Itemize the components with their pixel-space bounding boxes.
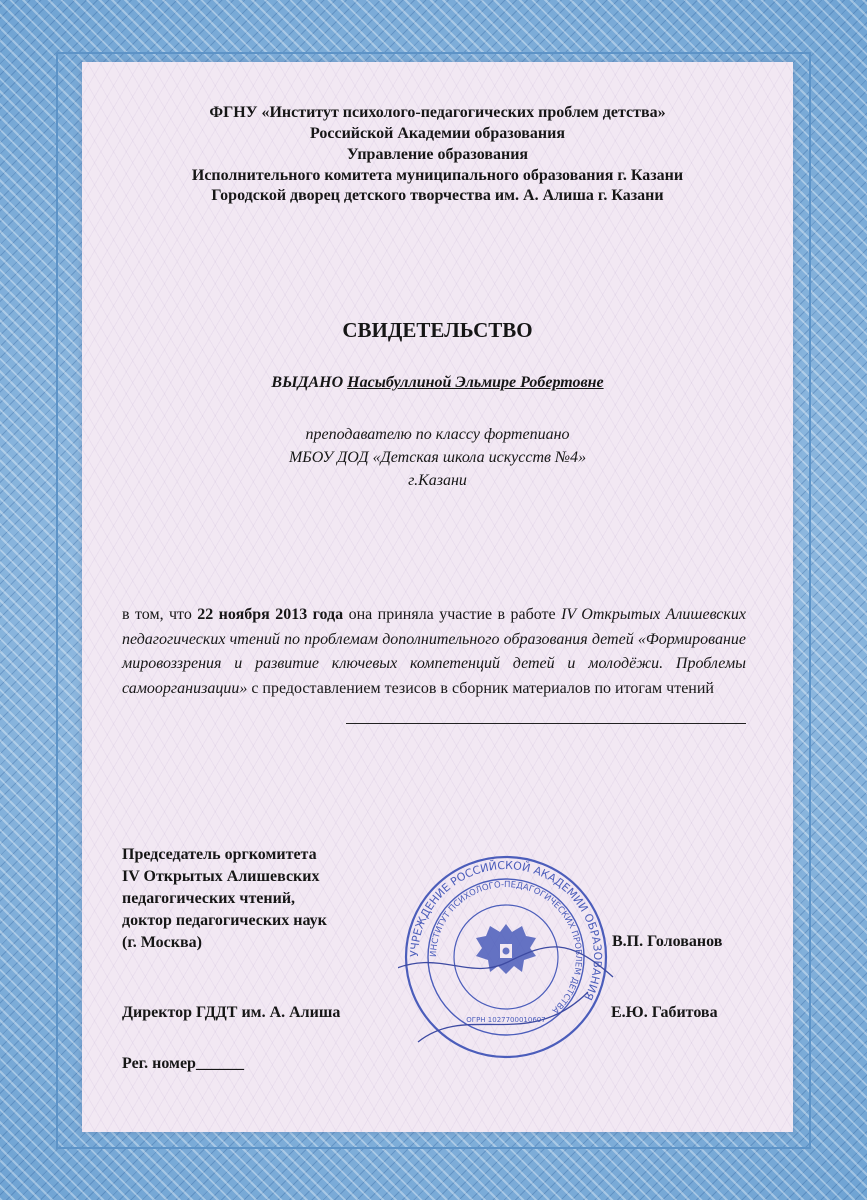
header-line-4: Исполнительного комитета муниципального образования г. Казани <box>191 167 684 184</box>
header-line-2: Российской Академии образования <box>310 125 565 142</box>
certificate-title: СВИДЕТЕЛЬСТВО <box>342 318 533 342</box>
recipient-name: Насыбуллиной Эльмире Робертовне <box>347 374 604 391</box>
chair-title-line-3: педагогических чтений, <box>122 890 296 907</box>
chair-title-line-2: IV Открытых Алишевских <box>122 868 320 885</box>
stamp-outer-text: УЧРЕЖДЕНИЕ РОССИЙСКОЙ АКАДЕМИИ ОБРАЗОВАНИЯ <box>407 858 605 1003</box>
position-line-1: преподавателю по классу фортепиано <box>305 426 570 443</box>
chair-title-line-5: (г. Москва) <box>122 934 202 951</box>
body-underline <box>346 723 746 724</box>
header-line-3: Управление образования <box>346 146 529 163</box>
director-name: Е.Ю. Габитова <box>611 1004 718 1021</box>
issued-label: ВЫДАНО <box>271 374 344 391</box>
chair-title-line-4: доктор педагогических наук <box>122 912 327 929</box>
registration-number: Рег. номер______ <box>122 1055 244 1072</box>
double-eagle-emblem-icon <box>476 924 536 974</box>
director-title: Директор ГДДТ им. А. Алиша <box>122 1004 341 1021</box>
stamp-ogrn: ОГРН 1027700010607 <box>466 1016 546 1024</box>
body-text-1: она приняла участие в работе <box>343 606 562 623</box>
stamp-inner-text: ИНСТИТУТ ПСИХОЛОГО-ПЕДАГОГИЧЕСКИХ ПРОБЛЕМ ДЕТСТВА <box>428 879 584 1016</box>
chair-title-line-1: Председатель оргкомитета <box>122 846 317 863</box>
header-line-5: Городской дворец детского творчества им. А. Алиша г. Казани <box>211 187 664 204</box>
chair-name: В.П. Голованов <box>612 933 723 950</box>
body-intro: в том, что <box>122 606 198 623</box>
position-line-3: г.Казани <box>408 472 467 489</box>
official-stamp <box>398 852 618 1062</box>
position-line-2: МБОУ ДОД «Детская школа искусств №4» <box>288 449 587 466</box>
certificate-body <box>122 603 746 701</box>
event-name: IV Открытых Алишевских педагогических чтений по проблемам дополнительного образования детей «Формирование мировоззрения и развитие ключевых компетенций детей и молодёжи. Проблемы самоорганизации» <box>122 606 746 697</box>
header-line-1: ФГНУ «Институт психолого-педагогических проблем детства» <box>209 104 666 121</box>
issued-to-line <box>82 374 793 392</box>
body-text-2: с предоставлением тезисов в сборник материалов по итогам чтений <box>247 679 714 697</box>
event-date: 22 ноября 2013 года <box>197 606 344 623</box>
